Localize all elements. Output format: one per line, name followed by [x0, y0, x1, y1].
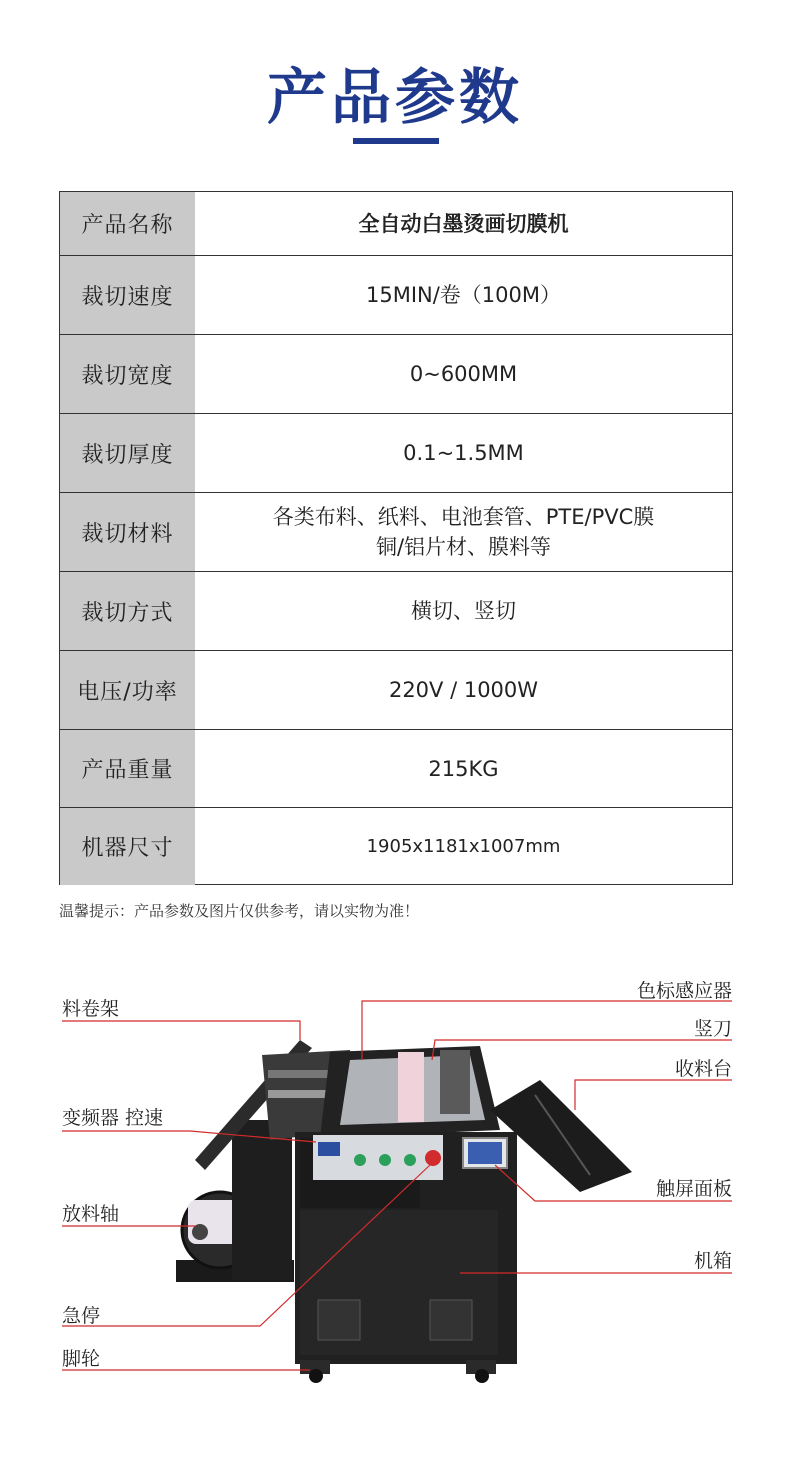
spec-row-power [60, 651, 732, 730]
spec-value: 各类布料、纸料、电池套管、PTE/PVC膜 铜/铝片材、膜料等 [272, 505, 655, 559]
callout-unwind-shaft: 放料轴 [62, 1203, 120, 1225]
callout-casters: 脚轮 [62, 1348, 101, 1370]
spec-value: 1905x1181x1007mm [366, 835, 561, 857]
page-title: 产品参数 [267, 63, 523, 133]
callout-emergency-stop: 急停 [62, 1305, 101, 1327]
spec-label: 裁切宽度 [60, 335, 195, 413]
spec-value: 0~600MM [409, 362, 518, 386]
disclaimer-tip: 温馨提示：产品参数及图片仅供参考，请以实物为准！ [59, 902, 420, 920]
spec-row-width [60, 335, 732, 414]
spec-label: 裁切材料 [60, 493, 195, 571]
callout-vertical-knife: 竖刀 [693, 1018, 732, 1040]
spec-row-mode [60, 572, 732, 651]
spec-table [59, 191, 733, 885]
machine-diagram [0, 960, 790, 1484]
spec-value: 220V / 1000W [388, 678, 539, 702]
callout-inverter: 变频器 控速 [62, 1107, 164, 1129]
spec-label: 产品重量 [60, 730, 195, 807]
spec-row-name [60, 192, 732, 256]
spec-label: 电压/功率 [60, 651, 195, 729]
spec-row-speed [60, 256, 732, 335]
callout-touch-panel: 触屏面板 [655, 1178, 732, 1200]
spec-label: 裁切厚度 [60, 414, 195, 492]
spec-row-weight [60, 730, 732, 808]
spec-value: 0.1~1.5MM [403, 441, 524, 465]
callout-roll-stand: 料卷架 [62, 998, 120, 1020]
spec-row-size [60, 808, 732, 885]
spec-label: 裁切方式 [60, 572, 195, 650]
spec-row-thickness [60, 414, 732, 493]
title-underline [353, 138, 439, 144]
spec-value: 215KG [428, 756, 499, 781]
spec-label: 产品名称 [60, 192, 195, 255]
spec-label: 裁切速度 [60, 256, 195, 334]
spec-row-material [60, 493, 732, 572]
callout-receiving-table: 收料台 [674, 1058, 732, 1080]
spec-value: 全自动白墨烫画切膜机 [358, 211, 569, 236]
spec-label: 机器尺寸 [60, 808, 195, 885]
callout-color-sensor: 色标感应器 [636, 980, 732, 1002]
spec-value: 横切、竖切 [411, 599, 516, 623]
callout-cabinet: 机箱 [693, 1250, 732, 1272]
spec-value: 15MIN/卷（100M） [365, 283, 562, 307]
